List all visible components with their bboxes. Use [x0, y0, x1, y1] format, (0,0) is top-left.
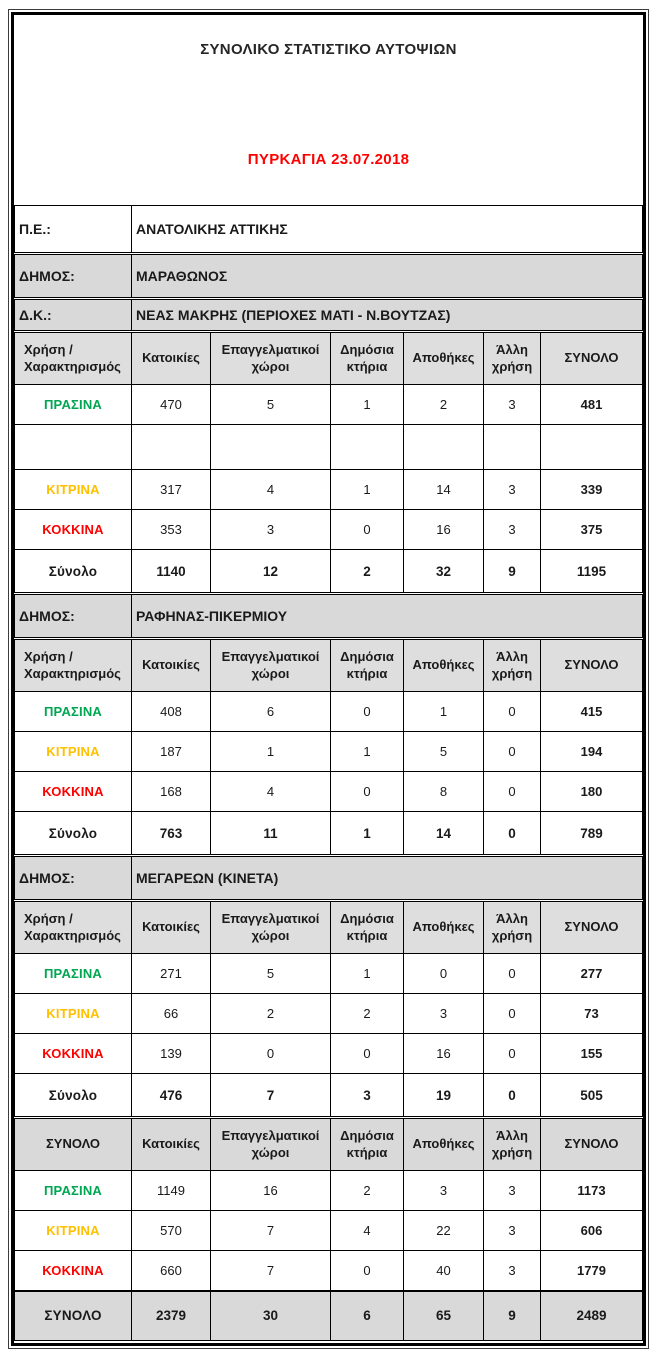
value-cell: 2	[211, 994, 331, 1034]
column-header-3: Αποθήκες	[404, 639, 484, 692]
column-header-5: ΣΥΝΟΛΟ	[541, 639, 643, 692]
value-cell: 8	[404, 772, 484, 812]
column-header-5: ΣΥΝΟΛΟ	[541, 1118, 643, 1171]
title-block	[14, 15, 643, 205]
row-label-grand_total: ΣΥΝΟΛΟ	[15, 1291, 132, 1341]
value-cell: 4	[211, 772, 331, 812]
row-label-red: ΚΟΚΚΙΝΑ	[15, 772, 132, 812]
value-cell: 65	[404, 1291, 484, 1341]
column-header-1: Επαγγελματικοί χώροι	[211, 639, 331, 692]
row-total-cell: 73	[541, 994, 643, 1034]
value-cell: 7	[211, 1251, 331, 1291]
value-cell: 763	[132, 812, 211, 856]
table-row-green	[15, 1171, 643, 1211]
table-row-yellow	[15, 1211, 643, 1251]
row-label-red: ΚΟΚΚΙΝΑ	[15, 510, 132, 550]
value-cell: 0	[331, 1251, 404, 1291]
row-label-yellow: ΚΙΤΡΙΝΑ	[15, 994, 132, 1034]
value-cell: 5	[211, 954, 331, 994]
value-cell: 16	[404, 1034, 484, 1074]
value-cell: 187	[132, 732, 211, 772]
value-cell: 139	[132, 1034, 211, 1074]
value-cell: 317	[132, 470, 211, 510]
row-total-cell	[541, 425, 643, 470]
value-cell: 0	[211, 1034, 331, 1074]
value-cell: 4	[211, 470, 331, 510]
row-label-total: Σύνολο	[15, 812, 132, 856]
document-sheet-border	[11, 12, 646, 1346]
municipality-label: ΔΗΜΟΣ:	[15, 254, 132, 299]
column-header-0: Κατοικίες	[132, 1118, 211, 1171]
column-header-5: ΣΥΝΟΛΟ	[541, 901, 643, 954]
value-cell	[211, 425, 331, 470]
value-cell: 1	[331, 812, 404, 856]
table-row-green	[15, 385, 643, 425]
column-header-row	[15, 332, 643, 385]
row-total-cell: 277	[541, 954, 643, 994]
value-cell: 3	[211, 510, 331, 550]
value-cell: 5	[211, 385, 331, 425]
value-cell: 7	[211, 1074, 331, 1118]
row-label-empty	[15, 425, 132, 470]
region-value: ΑΝΑΤΟΛΙΚΗΣ ΑΤΤΙΚΗΣ	[132, 206, 643, 254]
column-header-4: Άλλη χρήση	[484, 639, 541, 692]
value-cell: 32	[404, 550, 484, 594]
value-cell: 0	[484, 1074, 541, 1118]
row-total-cell: 339	[541, 470, 643, 510]
value-cell: 14	[404, 470, 484, 510]
value-cell: 2	[331, 1171, 404, 1211]
row-label-yellow: ΚΙΤΡΙΝΑ	[15, 470, 132, 510]
district-row	[15, 299, 643, 332]
column-header-4: Άλλη χρήση	[484, 332, 541, 385]
value-cell: 0	[484, 772, 541, 812]
value-cell: 0	[331, 692, 404, 732]
value-cell: 0	[484, 954, 541, 994]
municipality-value: ΜΑΡΑΘΩΝΟΣ	[132, 254, 643, 299]
value-cell	[331, 425, 404, 470]
column-header-2: Δημόσια κτήρια	[331, 639, 404, 692]
table-row-green	[15, 692, 643, 732]
row-label-red: ΚΟΚΚΙΝΑ	[15, 1251, 132, 1291]
value-cell: 1	[211, 732, 331, 772]
table-row-yellow	[15, 732, 643, 772]
column-header-0: Κατοικίες	[132, 901, 211, 954]
value-cell: 3	[484, 385, 541, 425]
value-cell: 3	[484, 510, 541, 550]
column-header-0: Κατοικίες	[132, 639, 211, 692]
value-cell: 353	[132, 510, 211, 550]
column-header-3: Αποθήκες	[404, 1118, 484, 1171]
district-value: ΝΕΑΣ ΜΑΚΡΗΣ (ΠΕΡΙΟΧΕΣ ΜΑΤΙ - Ν.ΒΟΥΤΖΑΣ)	[132, 299, 643, 332]
value-cell: 9	[484, 550, 541, 594]
row-total-cell: 375	[541, 510, 643, 550]
document-sheet	[8, 9, 649, 1349]
municipality-label: ΔΗΜΟΣ:	[15, 856, 132, 901]
value-cell: 2	[404, 385, 484, 425]
value-cell: 168	[132, 772, 211, 812]
value-cell: 9	[484, 1291, 541, 1341]
row-total-cell: 180	[541, 772, 643, 812]
row-label-green: ΠΡΑΣΙΝΑ	[15, 385, 132, 425]
column-header-1: Επαγγελματικοί χώροι	[211, 332, 331, 385]
value-cell: 19	[404, 1074, 484, 1118]
value-cell: 66	[132, 994, 211, 1034]
value-cell: 476	[132, 1074, 211, 1118]
fire-date-subtitle: ΠΥΡΚΑΓΙΑ 23.07.2018	[247, 151, 410, 168]
value-cell: 5	[404, 732, 484, 772]
municipality-row	[15, 856, 643, 901]
row-total-cell: 606	[541, 1211, 643, 1251]
value-cell: 16	[211, 1171, 331, 1211]
value-cell: 3	[404, 1171, 484, 1211]
value-cell: 16	[404, 510, 484, 550]
value-cell: 408	[132, 692, 211, 732]
table-row-red	[15, 1034, 643, 1074]
value-cell: 3	[484, 1171, 541, 1211]
value-cell: 1	[331, 954, 404, 994]
value-cell: 1140	[132, 550, 211, 594]
value-cell: 4	[331, 1211, 404, 1251]
autopsy-statistics-table	[14, 205, 643, 1341]
table-row-empty	[15, 425, 643, 470]
row-total-cell: 1779	[541, 1251, 643, 1291]
row-total-cell: 2489	[541, 1291, 643, 1341]
value-cell: 2	[331, 994, 404, 1034]
value-cell: 14	[404, 812, 484, 856]
municipality-label: ΔΗΜΟΣ:	[15, 594, 132, 639]
row-total-cell: 505	[541, 1074, 643, 1118]
value-cell: 1	[331, 385, 404, 425]
row-label-green: ΠΡΑΣΙΝΑ	[15, 1171, 132, 1211]
table-row-green	[15, 954, 643, 994]
municipality-value: ΡΑΦΗΝΑΣ-ΠΙΚΕΡΜΙΟΥ	[132, 594, 643, 639]
row-label-red: ΚΟΚΚΙΝΑ	[15, 1034, 132, 1074]
value-cell: 30	[211, 1291, 331, 1341]
table-row-total	[15, 1074, 643, 1118]
row-label-green: ΠΡΑΣΙΝΑ	[15, 692, 132, 732]
use-characterization-header-cell: Χρήση / Χαρακτηρισμός	[15, 901, 132, 954]
value-cell: 3	[484, 1211, 541, 1251]
autopsy-table-body	[15, 206, 643, 1341]
column-header-5: ΣΥΝΟΛΟ	[541, 332, 643, 385]
value-cell: 0	[331, 510, 404, 550]
value-cell: 1149	[132, 1171, 211, 1211]
value-cell: 0	[404, 954, 484, 994]
table-row-red	[15, 1251, 643, 1291]
column-header-4: Άλλη χρήση	[484, 1118, 541, 1171]
column-header-1: Επαγγελματικοί χώροι	[211, 1118, 331, 1171]
value-cell: 22	[404, 1211, 484, 1251]
table-row-grand_total	[15, 1291, 643, 1341]
column-header-2: Δημόσια κτήρια	[331, 332, 404, 385]
value-cell	[484, 425, 541, 470]
column-header-3: Αποθήκες	[404, 901, 484, 954]
district-label: Δ.Κ.:	[15, 299, 132, 332]
table-row-yellow	[15, 470, 643, 510]
column-header-0: Κατοικίες	[132, 332, 211, 385]
value-cell: 7	[211, 1211, 331, 1251]
value-cell: 6	[211, 692, 331, 732]
grand-row-header-cell: ΣΥΝΟΛΟ	[15, 1118, 132, 1171]
value-cell: 660	[132, 1251, 211, 1291]
value-cell: 6	[331, 1291, 404, 1341]
value-cell: 1	[331, 470, 404, 510]
page-title: ΣΥΝΟΛΙΚΟ ΣΤΑΤΙΣΤΙΚΟ ΑΥΤΟΨΙΩΝ	[200, 41, 457, 58]
value-cell: 271	[132, 954, 211, 994]
region-label: Π.Ε.:	[15, 206, 132, 254]
use-characterization-header-cell: Χρήση / Χαρακτηρισμός	[15, 332, 132, 385]
value-cell: 0	[484, 994, 541, 1034]
value-cell: 3	[484, 470, 541, 510]
value-cell: 11	[211, 812, 331, 856]
row-total-cell: 481	[541, 385, 643, 425]
row-total-cell: 1173	[541, 1171, 643, 1211]
value-cell: 0	[331, 1034, 404, 1074]
value-cell: 2379	[132, 1291, 211, 1341]
table-row-yellow	[15, 994, 643, 1034]
value-cell: 0	[484, 692, 541, 732]
value-cell: 0	[484, 732, 541, 772]
row-label-green: ΠΡΑΣΙΝΑ	[15, 954, 132, 994]
value-cell: 0	[484, 1034, 541, 1074]
value-cell: 40	[404, 1251, 484, 1291]
table-row-red	[15, 772, 643, 812]
column-header-3: Αποθήκες	[404, 332, 484, 385]
column-header-1: Επαγγελματικοί χώροι	[211, 901, 331, 954]
row-total-cell: 415	[541, 692, 643, 732]
column-header-2: Δημόσια κτήρια	[331, 1118, 404, 1171]
row-total-cell: 789	[541, 812, 643, 856]
value-cell: 570	[132, 1211, 211, 1251]
row-label-total: Σύνολο	[15, 550, 132, 594]
table-row-total	[15, 550, 643, 594]
value-cell: 0	[484, 812, 541, 856]
value-cell: 3	[484, 1251, 541, 1291]
value-cell: 470	[132, 385, 211, 425]
municipality-value: ΜΕΓΑΡΕΩΝ (ΚΙΝΕΤΑ)	[132, 856, 643, 901]
row-label-yellow: ΚΙΤΡΙΝΑ	[15, 732, 132, 772]
municipality-row	[15, 254, 643, 299]
use-characterization-header-cell: Χρήση / Χαρακτηρισμός	[15, 639, 132, 692]
value-cell: 1	[331, 732, 404, 772]
row-total-cell: 194	[541, 732, 643, 772]
value-cell: 12	[211, 550, 331, 594]
row-total-cell: 1195	[541, 550, 643, 594]
column-header-4: Άλλη χρήση	[484, 901, 541, 954]
column-header-2: Δημόσια κτήρια	[331, 901, 404, 954]
column-header-row	[15, 1118, 643, 1171]
table-row-red	[15, 510, 643, 550]
value-cell: 2	[331, 550, 404, 594]
column-header-row	[15, 901, 643, 954]
value-cell: 1	[404, 692, 484, 732]
column-header-row	[15, 639, 643, 692]
value-cell: 0	[331, 772, 404, 812]
row-total-cell: 155	[541, 1034, 643, 1074]
row-label-yellow: ΚΙΤΡΙΝΑ	[15, 1211, 132, 1251]
value-cell	[404, 425, 484, 470]
row-label-total: Σύνολο	[15, 1074, 132, 1118]
value-cell: 3	[404, 994, 484, 1034]
value-cell: 3	[331, 1074, 404, 1118]
table-row-total	[15, 812, 643, 856]
municipality-row	[15, 594, 643, 639]
region-row	[15, 206, 643, 254]
value-cell	[132, 425, 211, 470]
